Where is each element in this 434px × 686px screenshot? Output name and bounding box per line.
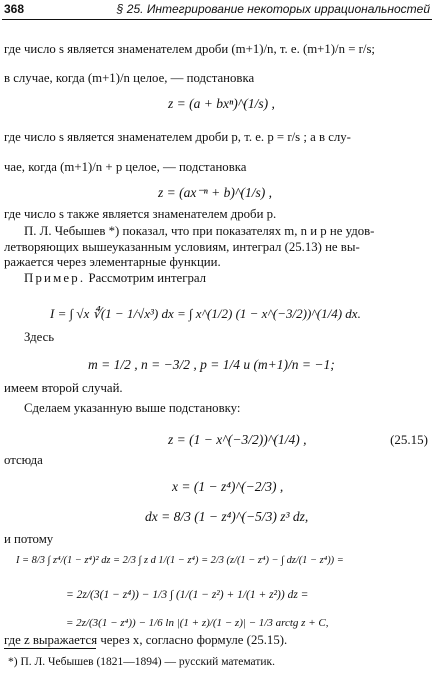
text-line-13: отсюда: [4, 453, 43, 467]
footnote-rule: [4, 648, 96, 649]
text-line-3: где число s является знаменателем дроби p, т. е. p = r/s ; а в слу-: [4, 130, 351, 144]
text-line-9: [4, 271, 430, 286]
text-line-4: чае, когда (m+1)/n + p целое, — подстановка: [4, 160, 247, 174]
formula-I-step-2: = 2z/(3(1 − z⁴)) − 1/3 ∫ (1/(1 − z²) + 1/(1 + z²)) dz =: [66, 589, 309, 601]
text-line-7: летворяющих вышеуказанным условиям, интеграл (25.13) не вы-: [4, 240, 360, 254]
example-heading: Пример.: [24, 271, 86, 285]
section-title: § 25. Интегрирование некоторых иррациональностей: [116, 2, 430, 16]
formula-integral-I: I = ∫ √x ∜(1 − 1/√x³) dx = ∫ x^(1/2) (1 − x^(−3/2))^(1/4) dx.: [50, 306, 361, 321]
text-line-15: где z выражается через x, согласно формуле (25.15).: [4, 633, 288, 647]
formula-I-step-3: = 2z/(3(1 − z⁴)) − 1/6 ln |(1 + z)/(1 − z)| − 1/3 arctg z + C,: [66, 617, 329, 629]
formula-substitution-1: z = (a + bxⁿ)^(1/s) ,: [168, 96, 275, 111]
text-line-14: и потому: [4, 532, 54, 546]
text-line-5: где число s также является знаменателем дроби p.: [4, 207, 277, 221]
formula-dx: dx = 8/3 (1 − z⁴)^(−5/3) z³ dz,: [145, 509, 309, 524]
text-line-12: Сделаем указанную выше подстановку:: [24, 401, 241, 415]
page-number: 368: [4, 2, 25, 16]
formula-substitution-25-15: z = (1 − x^(−3/2))^(1/4) ,: [168, 432, 307, 447]
header-rule: [2, 19, 432, 20]
text-line-2: в случае, когда (m+1)/n целое, — подстановка: [4, 71, 255, 85]
text-line-10: Здесь: [24, 330, 55, 344]
equation-number: (25.15): [390, 432, 428, 447]
formula-I-step-1: I = 8/3 ∫ z⁴/(1 − z⁴)² dz = 2/3 ∫ z d 1/(1 − z⁴) = 2/3 (z/(1 − z⁴) − ∫ dz/(1 − z⁴)) =: [16, 555, 344, 566]
example-intro: Рассмотрим интеграл: [88, 271, 207, 285]
footnote: *) П. Л. Чебышев (1821—1894) — русский математик.: [8, 656, 275, 668]
text-line-6: П. Л. Чебышев *) показал, что при показателях m, n и p не удов-: [24, 224, 375, 238]
text-line-1: где число s является знаменателем дроби (m+1)/n, т. е. (m+1)/n = r/s;: [4, 42, 375, 56]
formula-x: x = (1 − z⁴)^(−2/3) ,: [172, 479, 284, 494]
formula-exponents: m = 1/2 , n = −3/2 , p = 1/4 и (m+1)/n = −1;: [88, 357, 335, 372]
text-line-11: имеем второй случай.: [4, 381, 123, 395]
text-line-8: ражается через элементарные функции.: [4, 255, 221, 269]
formula-substitution-2: z = (ax⁻ⁿ + b)^(1/s) ,: [158, 185, 273, 200]
